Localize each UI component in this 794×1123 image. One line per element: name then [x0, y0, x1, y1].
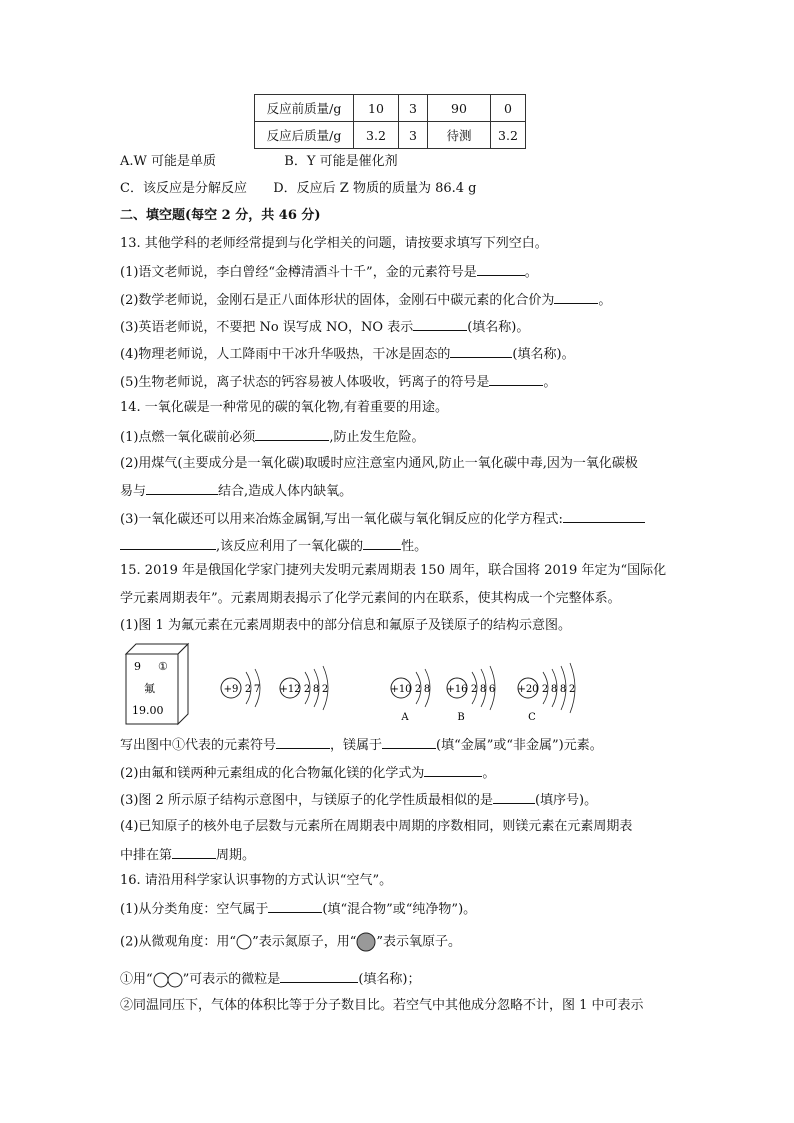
q16-part-2-1 [120, 969, 420, 989]
table-row [255, 122, 526, 149]
section-heading: 二、填空题(每空 2 分，共 46 分) [120, 208, 321, 223]
nucleus-charge: +9 [223, 684, 239, 695]
question-text: (1)从分类角度：空气属于 [120, 902, 269, 917]
answer-blank[interactable] [268, 899, 322, 913]
shell-electron-count: 8 [479, 684, 487, 695]
oxygen-atom-icon [356, 932, 376, 952]
question-text: (5)生物老师说，离子状态的钙容易被人体吸收，钙离子的符号是 [120, 375, 490, 390]
q16-part-2-2: ②同温同压下，气体的体积比等于分子数目比。若空气中其他成分忽略不计，图 1 中可表示 [120, 998, 644, 1013]
question-text: ，镁属于 [330, 738, 383, 753]
shell-electron-count: 8 [312, 684, 320, 695]
fig1-atom-2 [279, 666, 328, 710]
q15-part-4-cont [120, 845, 255, 865]
option-b: B．Y 可能是催化剂 [284, 154, 398, 169]
answer-blank[interactable] [276, 735, 330, 749]
q14-part-2-cont [120, 481, 352, 501]
q14-stem: 14. 一氧化碳是一种常见的碳的氧化物,有着重要的用途。 [120, 400, 448, 415]
q13-part-3 [120, 317, 529, 337]
options-row-1 [120, 153, 398, 171]
answer-blank[interactable] [146, 481, 218, 495]
q16-stem: 16. 请沿用科学家认识事物的方式认识“空气”。 [120, 873, 393, 888]
question-text: (2)从微观角度：用“ [120, 934, 237, 950]
question-text: (2)由氟和镁两种元素组成的化合物氟化镁的化学式为 [120, 766, 425, 781]
atom-label: C [528, 712, 536, 723]
answer-blank[interactable] [493, 790, 535, 804]
answer-blank[interactable] [120, 536, 216, 550]
question-text: (4)物理老师说，人工降雨中干冰升华吸热，干冰是固态的 [120, 347, 451, 362]
q13-part-2 [120, 290, 611, 310]
question-text: ”表示氮原子，用“ [252, 934, 357, 950]
table-cell: 3.2 [491, 122, 526, 149]
question-text: 。 [482, 766, 496, 781]
q14-part-3-cont [120, 536, 427, 556]
answer-blank[interactable] [554, 290, 598, 304]
nitrogen-atom-icon [236, 934, 252, 950]
q13-stem: 13. 其他学科的老师经常提到与化学相关的问题，请按要求填写下列空白。 [120, 236, 548, 251]
answer-blank[interactable] [477, 262, 525, 276]
question-text: 中排在第 [120, 848, 173, 863]
shell-electron-count: 8 [550, 684, 558, 695]
question-text: 易与 [120, 484, 147, 499]
cell-name: 氟 [144, 682, 155, 695]
table-row [255, 95, 526, 122]
question-text: ”表示氧原子。 [376, 934, 462, 950]
q16-part-2 [120, 932, 461, 952]
fig2-atom-a [390, 669, 430, 723]
shell-electron-count: 2 [244, 684, 252, 695]
nucleus-charge: +20 [517, 684, 539, 695]
shell-electron-count: 2 [414, 684, 422, 695]
q15-stem-1: 15. 2019 年是俄国化学家门捷列夫发明元素周期表 150 周年，联合国将 2019 年定为“国际化 [120, 563, 667, 578]
shell-electron-count: 2 [470, 684, 478, 695]
table-cell: 3 [399, 95, 428, 122]
shell-electron-count: 2 [541, 684, 549, 695]
shell-electron-count: 2 [321, 684, 329, 695]
q15-part-4: (4)已知原子的核外电子层数与元素所在周期表中周期的序数相同，则镁元素在元素周期表 [120, 819, 633, 834]
question-text: (1)点燃一氧化碳前必须 [120, 430, 256, 445]
shell-electron-count: 2 [303, 684, 311, 695]
nucleus-charge: +12 [279, 684, 301, 695]
question-text: (1)语文老师说，李白曾经“金樽清酒斗十千”，金的元素符号是 [120, 265, 477, 280]
shell-electron-count: 2 [568, 684, 576, 695]
q16-part-1 [120, 899, 476, 919]
q13-part-4 [120, 344, 575, 364]
answer-blank[interactable] [280, 969, 358, 983]
periodic-cell [126, 644, 188, 724]
atom-label: A [401, 712, 409, 723]
cell-number: 9 [134, 660, 141, 673]
question-text: (填名称)。 [467, 320, 530, 335]
answer-blank[interactable] [489, 372, 543, 386]
answer-blank[interactable] [424, 763, 482, 777]
table-cell: 待测 [428, 122, 491, 149]
shell-electron-count: 8 [423, 684, 431, 695]
table-cell: 反应后质量/g [255, 122, 354, 149]
cell-marker: ① [158, 660, 168, 673]
nitrogen-molecule-icon [153, 972, 183, 988]
options-row-2 [120, 180, 477, 198]
atom-diagrams [221, 663, 575, 723]
atomic-structure-figure [120, 640, 680, 726]
q14-part-3 [120, 509, 645, 529]
q14-part-1 [120, 427, 425, 447]
q13-part-1 [120, 262, 538, 282]
nucleus-charge: +10 [390, 684, 412, 695]
option-a: A.W 可能是单质 [120, 154, 217, 169]
table-cell: 3.2 [354, 122, 399, 149]
answer-blank[interactable] [450, 344, 512, 358]
answer-blank[interactable] [363, 536, 401, 550]
q13-part-5 [120, 372, 556, 392]
nucleus-charge: +16 [446, 684, 468, 695]
q15-part-1-question [120, 735, 603, 755]
table-cell: 3 [399, 122, 428, 149]
shell-electron-count: 7 [253, 684, 261, 695]
shell-electron-count: 8 [559, 684, 567, 695]
answer-blank[interactable] [172, 845, 216, 859]
table-cell: 反应前质量/g [255, 95, 354, 122]
question-text: (3)英语老师说，不要把 No 误写成 NO，NO 表示 [120, 320, 414, 335]
fig2-atom-b [446, 666, 495, 723]
question-text: 。 [524, 265, 538, 280]
answer-blank[interactable] [255, 427, 329, 441]
fig2-atom-c [517, 663, 575, 723]
question-text: (填“混合物”或“纯净物”)。 [322, 902, 477, 917]
fig1-atom-1 [221, 669, 260, 707]
q15-stem-2: 学元素周期表年”。元素周期表揭示了化学元素间的内在联系，使其构成一个完整体系。 [120, 591, 621, 606]
table-cell: 0 [491, 95, 526, 122]
question-text: 结合,造成人体内缺氧。 [218, 484, 353, 499]
q15-part-2 [120, 763, 495, 783]
question-text: (填序号)。 [534, 793, 598, 808]
answer-blank[interactable] [413, 317, 467, 331]
table-cell: 90 [428, 95, 491, 122]
question-text: 。 [543, 375, 557, 390]
question-text: (填“金属”或“非金属”)元素。 [436, 738, 603, 753]
question-text: ”可表示的微粒是 [182, 972, 281, 987]
question-text: (2)数学老师说，金刚石是正八面体形状的固体，金刚石中碳元素的化合价为 [120, 293, 555, 308]
cell-mass: 19.00 [132, 704, 164, 717]
table-cell: 10 [354, 95, 399, 122]
atom-label: B [457, 712, 465, 723]
question-text: (3)一氧化碳还可以用来冶炼金属铜,写出一氧化碳与氧化铜反应的化学方程式: [120, 512, 563, 527]
q15-part-1: (1)图 1 为氟元素在元素周期表中的部分信息和氟原子及镁原子的结构示意图。 [120, 618, 571, 633]
option-d: D．反应后 Z 物质的质量为 86.4 g [273, 181, 477, 196]
q15-part-3 [120, 790, 597, 810]
answer-blank[interactable] [563, 509, 645, 523]
shell-electron-count: 6 [488, 684, 496, 695]
answer-blank[interactable] [382, 735, 436, 749]
option-c: C．该反应是分解反应 [120, 181, 247, 196]
question-text: ,防止发生危险。 [329, 430, 425, 445]
question-text: (填名称)； [358, 972, 421, 987]
question-text: 写出图中①代表的元素符号 [120, 738, 277, 753]
question-text: 周期。 [216, 848, 256, 863]
question-text: (填名称)。 [512, 347, 575, 362]
q14-part-2: (2)用煤气(主要成分是一氧化碳)取暖时应注意室内通风,防止一氧化碳中毒,因为一氧化碳极 [120, 456, 638, 471]
question-text: 性。 [401, 539, 428, 554]
question-text: ,该反应利用了一氧化碳的 [216, 539, 364, 554]
mass-table [254, 94, 526, 149]
question-text: 。 [598, 293, 612, 308]
question-text: (3)图 2 所示原子结构示意图中，与镁原子的化学性质最相似的是 [120, 793, 493, 808]
question-text: ①用“ [120, 972, 153, 987]
